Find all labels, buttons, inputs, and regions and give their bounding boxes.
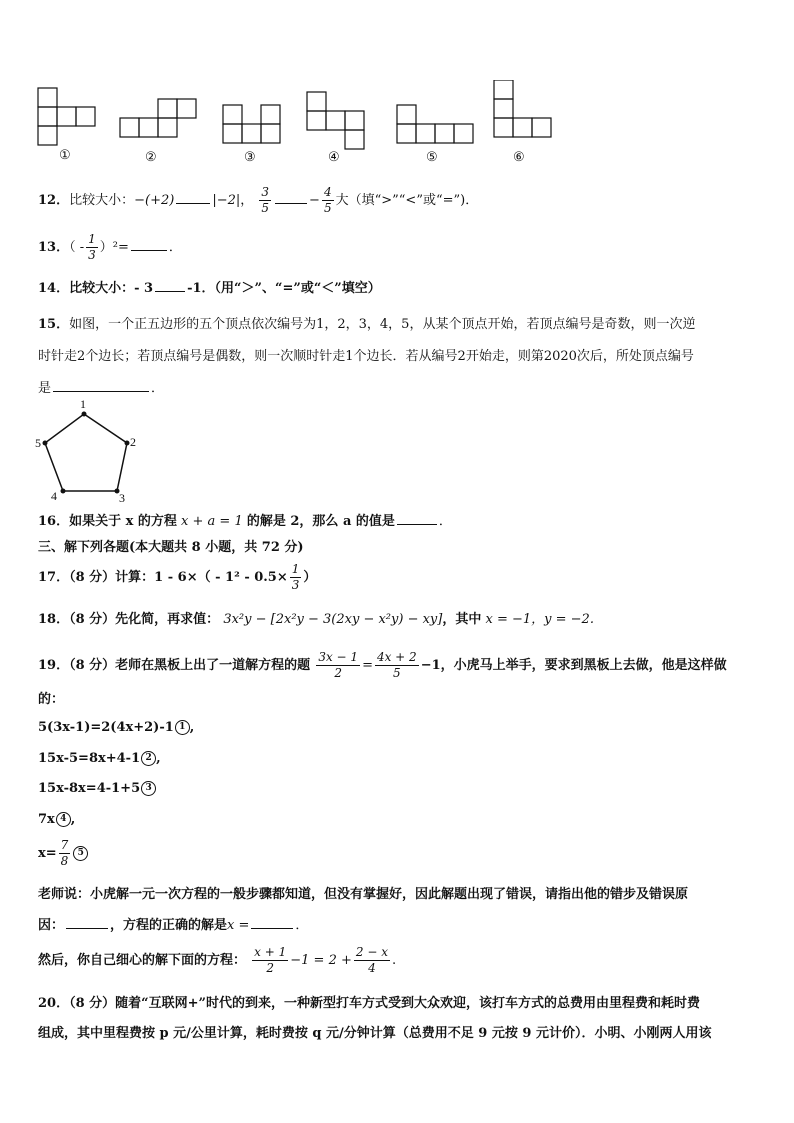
answer-blank[interactable]: [66, 927, 108, 929]
question-19-line-1: [38, 650, 727, 681]
fraction: $\frac{1}{3}$: [88, 232, 96, 262]
period: ．: [151, 381, 165, 396]
figure-label-3: ③: [244, 150, 256, 165]
question-16: [38, 510, 452, 529]
fraction: $\frac{4}{5}$: [323, 185, 332, 215]
question-number: 13．: [38, 240, 70, 255]
question-number: 14．: [38, 281, 70, 296]
equals: =: [362, 658, 373, 673]
question-text: 比较大小：: [69, 281, 135, 296]
question-text: −1，小虎马上举手，要求到黑板上去做，他是这样做: [420, 658, 727, 673]
net-figure-5: [397, 105, 473, 143]
net-figure-4: [307, 92, 364, 149]
expression: ）: [303, 570, 317, 585]
expression: ）²=: [99, 240, 129, 255]
step-marker: 2: [141, 751, 156, 766]
points: （8 分）: [69, 658, 116, 673]
question-15-line-1: [38, 313, 695, 332]
question-18: [38, 608, 594, 627]
figure-label-5: ⑤: [426, 150, 438, 165]
teacher-comment-line-1: 老师说：小虎解一元一次方程的一般步骤都知道，但没有掌握好，因此解题出现了错误，请指出他的错步及错误原: [38, 887, 689, 902]
net-figure-1: [38, 88, 95, 145]
vertex-label-3: 3: [119, 491, 125, 505]
points: （8 分）: [69, 996, 116, 1011]
question-15-line-2: [38, 345, 694, 364]
question-text: 先化简，再求值：: [115, 612, 220, 627]
figure-label-4: ④: [328, 150, 340, 165]
period: ．: [438, 514, 452, 529]
question-text: -1．（用“＞”、“=”或“＜”填空）: [187, 281, 381, 296]
solution-step-3: 15x-8x=4-1+5 3: [38, 781, 156, 796]
question-text: 是: [38, 381, 52, 396]
solution-step-5: x= $\frac{7}{8}$ 5: [38, 838, 88, 869]
equation: x + a = 1: [181, 514, 243, 529]
net-figure-2: [120, 99, 196, 137]
question-number: 16．: [38, 514, 70, 529]
vertex-label-5: 5: [35, 436, 41, 450]
answer-blank[interactable]: [275, 202, 307, 204]
question-text: 老师在黑板上出了一道解方程的题: [115, 658, 311, 673]
minus-sign: −: [309, 193, 320, 208]
question-17: [38, 562, 316, 593]
question-text: 计算：1 - 6×（ - 1² - 0.5×: [115, 570, 288, 585]
vertex-label-1: 1: [80, 397, 86, 411]
expression: |−2|: [212, 193, 241, 208]
figure-label-1: ①: [59, 148, 71, 163]
step-marker: 5: [73, 846, 88, 861]
question-number: 18．: [38, 612, 70, 627]
answer-blank[interactable]: [131, 249, 167, 251]
fraction: $\frac{2 - x}{4}$: [355, 945, 388, 975]
question-number: 15．: [38, 317, 70, 332]
question-text: 比较大小：: [69, 193, 135, 208]
vertex-label-2: 2: [130, 435, 136, 449]
vertex-4: [61, 489, 66, 494]
question-13: [38, 232, 182, 263]
question-14: [38, 277, 381, 296]
expression: （ -: [69, 240, 85, 255]
points: （8 分）: [69, 570, 116, 585]
figure-label-2: ②: [145, 150, 157, 165]
vertex-5: [43, 441, 48, 446]
vertex-2: [125, 441, 130, 446]
question-text: 大（填“>”“<”或“=”)．: [335, 193, 479, 208]
question-20-line-2: 组成，其中里程费按 p 元/公里计算，耗时费按 q 元/分钟计算（总费用不足 9 元按 9 元计价）．小明、小刚两人用该: [38, 1026, 712, 1041]
solution-step-4: 7x 4 ,: [38, 812, 76, 827]
fraction: $\frac{1}{3}$: [291, 562, 300, 592]
step-marker: 4: [56, 812, 71, 827]
vertex-label-4: 4: [51, 489, 57, 503]
separator: ，: [240, 193, 254, 208]
question-text: 如果关于 x 的方程: [69, 514, 177, 529]
question-text: 如图，一个正五边形的五个顶点依次编号为1，2，3，4，5，从某个顶点开始，若顶点编号是奇数，则一次逆: [69, 317, 696, 332]
fraction: $\frac{3x - 1}{2}$: [318, 650, 359, 680]
question-15-line-3: [38, 377, 164, 396]
fraction: $\frac{x + 1}{2}$: [254, 945, 287, 975]
question-number: 17．: [38, 570, 70, 585]
answer-blank[interactable]: [53, 390, 149, 392]
question-text: 时针走2个边长；若顶点编号是偶数，则一次顺时针走1个边长．若从编号2开始走，则第2020次后，所处顶点编号: [38, 349, 694, 364]
expression: - 3: [134, 281, 154, 296]
teacher-comment-line-2: 因： ，方程的正确的解是x = ．: [38, 918, 309, 933]
question-number: 19．: [38, 658, 70, 673]
vertex-1: [82, 412, 87, 417]
question-20-line-1: [38, 992, 700, 1011]
answer-blank[interactable]: [176, 202, 210, 204]
values: x = −1，y = −2.: [485, 612, 594, 627]
expression: −(+2): [134, 193, 175, 208]
question-19-equation: 然后，你自己细心的解下面的方程： $\frac{x + 1}{2}$ −1 = 2 + $\frac{2 - x}{4}$ .: [38, 945, 397, 975]
question-text: 随着“互联网+”时代的到来，一种新型打车方式受到大众欢迎，该打车方式的总费用由里程费和耗时费: [115, 996, 701, 1011]
net-figures: [0, 80, 794, 170]
step-marker: 3: [141, 781, 156, 796]
section-heading: 三、解下列各题(本大题共 8 小题，共 72 分): [38, 540, 304, 555]
question-19-line-2: 的：: [38, 692, 65, 707]
expression: 3x²y − [2x²y − 3(2xy − x²y) − xy]: [223, 612, 443, 627]
answer-blank[interactable]: [397, 523, 437, 525]
question-text: 的解是 2，那么 a 的值是: [246, 514, 395, 529]
step-marker: 1: [175, 720, 190, 735]
solution-step-1: 5(3x-1)=2(4x+2)-1 1 ,: [38, 720, 195, 735]
question-number: 12．: [38, 193, 70, 208]
solution-step-2: 15x-5=8x+4-1 2 ,: [38, 751, 161, 766]
net-figure-6: [494, 80, 551, 137]
fraction: $\frac{3}{5}$: [261, 185, 270, 215]
points: （8 分）: [69, 612, 116, 627]
pentagon-diagram: [30, 395, 140, 505]
answer-blank[interactable]: [155, 290, 185, 292]
answer-blank[interactable]: [251, 927, 293, 929]
fraction: $\frac{4x + 2}{5}$: [376, 650, 417, 680]
square-nets-diagram: [0, 80, 794, 170]
figure-label-6: ⑥: [513, 150, 525, 165]
question-number: 20．: [38, 996, 70, 1011]
period: ．: [168, 240, 182, 255]
question-12: [38, 185, 478, 216]
net-figure-3: [223, 105, 280, 143]
question-text: ，其中: [442, 612, 482, 627]
